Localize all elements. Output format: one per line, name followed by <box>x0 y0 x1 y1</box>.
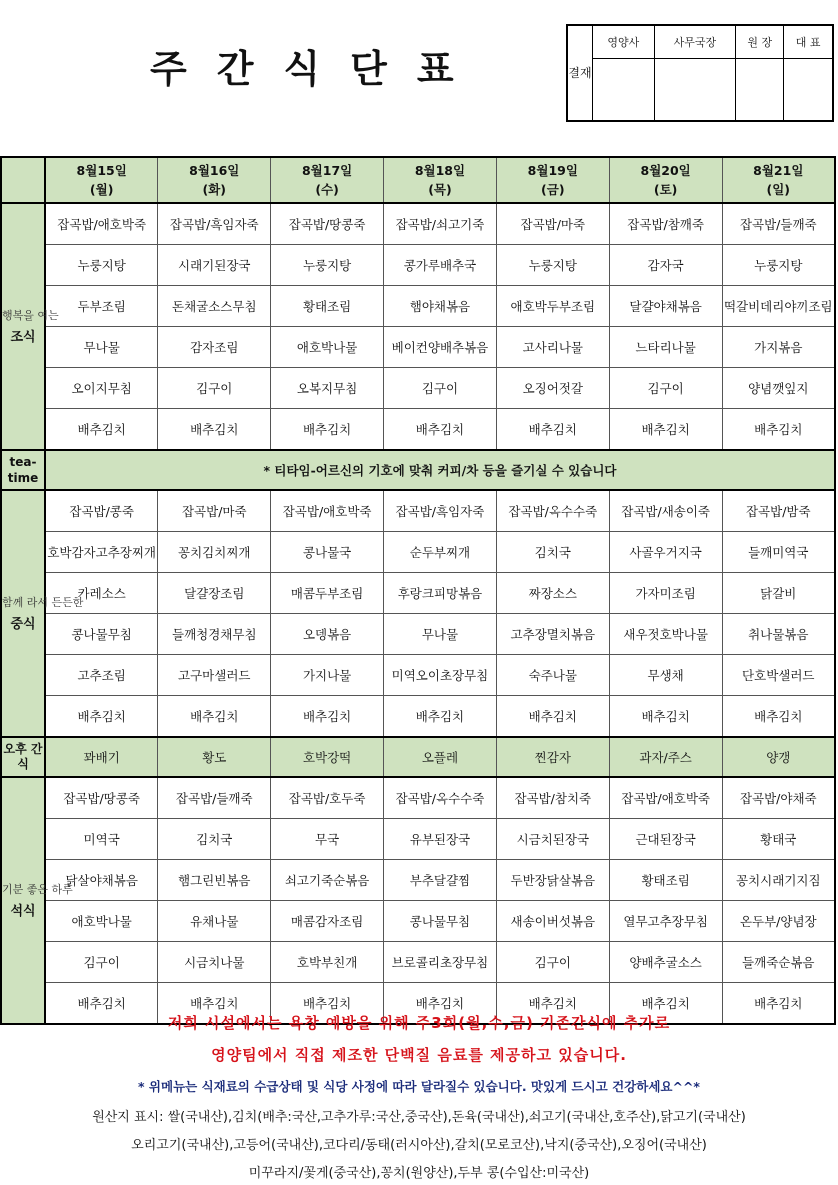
day-header <box>384 157 497 203</box>
lunch-dish: 잡곡밥/애호박죽 <box>271 490 384 532</box>
day-weekday: (토) <box>653 182 678 197</box>
lunch-dish: 고추조림 <box>45 655 158 696</box>
protein-drink-note-line2: 영양팀에서 직접 제조한 단백질 음료를 제공하고 있습니다. <box>211 1046 627 1064</box>
dinner-dish: 콩나물무침 <box>384 901 497 942</box>
lunch-label-cell <box>1 490 84 737</box>
lunch-dish: 무생채 <box>609 655 722 696</box>
snack-item: 호박강떡 <box>271 737 384 777</box>
dinner-dish: 배추김치 <box>609 983 722 1025</box>
lunch-dish: 잡곡밥/새송이죽 <box>609 490 722 532</box>
day-weekday: (월) <box>89 182 114 197</box>
snack-item: 과자/주스 <box>609 737 722 777</box>
breakfast-dish: 배추김치 <box>158 409 271 451</box>
breakfast-dish: 무나물 <box>45 327 158 368</box>
breakfast-dish: 베이컨양배추볶음 <box>384 327 497 368</box>
lunch-dish: 짜장소스 <box>496 573 609 614</box>
protein-drink-note-line1: 저희 시설에서는 욕창 예방을 위해 주3회(월,수,금) 기존간식에 추가로 <box>167 1014 671 1032</box>
day-header <box>722 157 835 203</box>
lunch-dish: 잡곡밥/밤죽 <box>722 490 835 532</box>
approval-sign-cell[interactable] <box>654 59 736 122</box>
lunch-dish: 가지나물 <box>271 655 384 696</box>
lunch-dish: 배추김치 <box>609 696 722 738</box>
day-date: 8월19일 <box>527 163 578 178</box>
breakfast-label-cell <box>1 203 59 450</box>
dinner-dish: 애호박나물 <box>45 901 158 942</box>
approval-sign-cell[interactable] <box>784 59 833 122</box>
tea-time-text: * 티타임-어르신의 기호에 맞춰 커피/차 등을 즐기실 수 있습니다 <box>45 450 835 490</box>
breakfast-dish: 누룽지탕 <box>271 245 384 286</box>
dinner-dish: 배추김치 <box>496 983 609 1025</box>
origin-label-line2: 오리고기(국내산),고등어(국내산),코다리/동태(러시아산),갈치(모로코산),낙지(중국산),오징어(국내산) <box>131 1138 707 1153</box>
day-header <box>158 157 271 203</box>
breakfast-dish: 누룽지탕 <box>45 245 158 286</box>
dinner-dish: 닭살야채볶음 <box>45 860 158 901</box>
dinner-dish: 유채나물 <box>158 901 271 942</box>
lunch-dish: 호박감자고추장찌개 <box>45 532 158 573</box>
lunch-dish: 후랑크피망볶음 <box>384 573 497 614</box>
dinner-dish: 김치국 <box>158 819 271 860</box>
breakfast-dish: 김구이 <box>158 368 271 409</box>
day-weekday: (화) <box>202 182 227 197</box>
approval-box <box>566 24 834 122</box>
day-date: 8월20일 <box>640 163 691 178</box>
lunch-dish: 사골우거지국 <box>609 532 722 573</box>
lunch-dish: 새우젓호박나물 <box>609 614 722 655</box>
day-date: 8월16일 <box>189 163 240 178</box>
lunch-dish: 가자미조림 <box>609 573 722 614</box>
breakfast-dish: 애호박두부조림 <box>496 286 609 327</box>
lunch-dish: 닭갈비 <box>722 573 835 614</box>
lunch-dish: 고추장멸치볶음 <box>496 614 609 655</box>
breakfast-dish: 느타리나물 <box>609 327 722 368</box>
dinner-dish: 열무고추장무침 <box>609 901 722 942</box>
snack-label-cell <box>1 737 45 777</box>
breakfast-dish: 잡곡밥/흑임자죽 <box>158 203 271 245</box>
breakfast-label: 조식 <box>10 329 36 345</box>
lunch-dish: 배추김치 <box>271 696 384 738</box>
dinner-dish: 매콤감자조림 <box>271 901 384 942</box>
lunch-dish: 들깨청경채무침 <box>158 614 271 655</box>
breakfast-dish: 잡곡밥/들깨죽 <box>722 203 835 245</box>
lunch-dish: 숙주나물 <box>496 655 609 696</box>
snack-item: 황도 <box>158 737 271 777</box>
dinner-dish: 잡곡밥/들깨죽 <box>158 777 271 819</box>
weekly-menu-table <box>0 156 836 1025</box>
breakfast-dish: 시래기된장국 <box>158 245 271 286</box>
dinner-dish: 양배추굴소스 <box>609 942 722 983</box>
lunch-dish: 단호박샐러드 <box>722 655 835 696</box>
day-weekday: (목) <box>428 182 452 197</box>
lunch-dish: 취나물볶음 <box>722 614 835 655</box>
dinner-dish: 잡곡밥/호두죽 <box>271 777 384 819</box>
dinner-dish: 햄그린빈볶음 <box>158 860 271 901</box>
tea-time-label-text: tea-time <box>7 455 39 485</box>
breakfast-dish: 잡곡밥/참깨죽 <box>609 203 722 245</box>
day-header <box>45 157 158 203</box>
origin-label-line1: 원산지 표시: 쌀(국내산),김치(배추:국산,고추가루:국산,중국산),돈육(국내산),쇠고기(국내산,호주산),닭고기(국내산) <box>92 1110 746 1125</box>
dinner-subtitle: 기분 좋은 하루 <box>2 882 73 896</box>
dinner-label: 석식 <box>10 903 36 919</box>
breakfast-dish: 콩가루배추국 <box>384 245 497 286</box>
dinner-dish: 황태국 <box>722 819 835 860</box>
lunch-dish: 배추김치 <box>496 696 609 738</box>
approval-role-ceo: 대 표 <box>784 25 833 59</box>
dinner-dish: 시금치나물 <box>158 942 271 983</box>
breakfast-subtitle: 행복을 여는 <box>2 308 59 322</box>
dinner-dish: 배추김치 <box>271 983 384 1025</box>
breakfast-dish: 배추김치 <box>496 409 609 451</box>
day-date: 8월15일 <box>76 163 127 178</box>
day-date: 8월18일 <box>414 163 466 178</box>
lunch-dish: 콩나물국 <box>271 532 384 573</box>
dinner-dish: 호박부친개 <box>271 942 384 983</box>
dinner-dish: 들깨죽순볶음 <box>722 942 835 983</box>
breakfast-dish: 배추김치 <box>45 409 158 451</box>
day-weekday: (수) <box>315 182 339 197</box>
lunch-dish: 꽁치김치찌개 <box>158 532 271 573</box>
dinner-dish: 잡곡밥/땅콩죽 <box>45 777 158 819</box>
breakfast-dish: 잡곡밥/마죽 <box>496 203 609 245</box>
breakfast-dish: 배추김치 <box>271 409 384 451</box>
page-title: 주간식단표 <box>150 47 484 91</box>
menu-change-notice: * 위메뉴는 식재료의 수급상태 및 식당 사정에 따라 달라질수 있습니다. 맛있게 드시고 건강하세요^^* <box>138 1079 700 1094</box>
breakfast-dish: 햄야채볶음 <box>384 286 497 327</box>
lunch-subtitle: 함께 라서 든든한 <box>2 595 84 609</box>
snack-item: 오플레 <box>384 737 497 777</box>
tea-time-label <box>1 450 45 490</box>
breakfast-dish: 누룽지탕 <box>722 245 835 286</box>
day-date: 8월21일 <box>753 163 804 178</box>
dinner-dish: 배추김치 <box>45 983 158 1025</box>
day-weekday: (금) <box>541 182 565 197</box>
breakfast-dish: 달걀야채볶음 <box>609 286 722 327</box>
dinner-dish: 브로콜리초장무침 <box>384 942 497 983</box>
breakfast-dish: 김구이 <box>609 368 722 409</box>
lunch-dish: 잡곡밥/흑임자죽 <box>384 490 497 532</box>
snack-label: 오후 간식 <box>3 742 43 771</box>
approval-label: 결재 <box>567 25 593 121</box>
breakfast-dish: 가지볶음 <box>722 327 835 368</box>
snack-item: 찐감자 <box>496 737 609 777</box>
breakfast-dish: 배추김치 <box>722 409 835 451</box>
lunch-dish: 잡곡밥/옥수수죽 <box>496 490 609 532</box>
approval-role-nutritionist: 영양사 <box>593 25 655 59</box>
lunch-dish: 배추김치 <box>722 696 835 738</box>
approval-sign-cell[interactable] <box>593 59 655 122</box>
lunch-dish: 오뎅볶음 <box>271 614 384 655</box>
dinner-dish: 새송이버섯볶음 <box>496 901 609 942</box>
breakfast-dish: 감자국 <box>609 245 722 286</box>
breakfast-dish: 황태조림 <box>271 286 384 327</box>
day-header <box>496 157 609 203</box>
lunch-dish: 잡곡밥/마죽 <box>158 490 271 532</box>
lunch-dish: 들깨미역국 <box>722 532 835 573</box>
snack-item: 꽈배기 <box>45 737 158 777</box>
approval-role-director: 원 장 <box>736 25 784 59</box>
origin-label-line3: 미꾸라지/꽃게(중국산),꽁치(원양산),두부 콩(수입산:미국산) <box>248 1166 590 1181</box>
lunch-dish: 배추김치 <box>384 696 497 738</box>
lunch-dish: 순두부찌개 <box>384 532 497 573</box>
breakfast-dish: 잡곡밥/땅콩죽 <box>271 203 384 245</box>
lunch-dish: 배추김치 <box>158 696 271 738</box>
breakfast-dish: 오이지무침 <box>45 368 158 409</box>
approval-sign-cell[interactable] <box>736 59 784 122</box>
dinner-dish: 황태조림 <box>609 860 722 901</box>
breakfast-dish: 두부조림 <box>45 286 158 327</box>
dinner-dish: 잡곡밥/참치죽 <box>496 777 609 819</box>
dinner-dish: 유부된장국 <box>384 819 497 860</box>
dinner-dish: 시금치된장국 <box>496 819 609 860</box>
breakfast-dish: 잡곡밥/애호박죽 <box>45 203 158 245</box>
snack-item: 양갱 <box>722 737 835 777</box>
breakfast-dish: 감자조림 <box>158 327 271 368</box>
lunch-dish: 콩나물무침 <box>45 614 158 655</box>
dinner-label-cell <box>1 777 73 1024</box>
breakfast-dish: 오징어젓갈 <box>496 368 609 409</box>
dinner-dish: 잡곡밥/야채죽 <box>722 777 835 819</box>
lunch-dish: 무나물 <box>384 614 497 655</box>
approval-role-office-manager: 사무국장 <box>654 25 736 59</box>
breakfast-dish: 배추김치 <box>609 409 722 451</box>
day-header <box>271 157 384 203</box>
breakfast-dish: 돈채굴소스무침 <box>158 286 271 327</box>
dinner-dish: 잡곡밥/옥수수죽 <box>384 777 497 819</box>
day-header <box>609 157 722 203</box>
breakfast-dish: 오복지무침 <box>271 368 384 409</box>
dinner-dish: 꽁치시래기지짐 <box>722 860 835 901</box>
breakfast-dish: 떡갈비데리야끼조림 <box>722 286 835 327</box>
lunch-dish: 배추김치 <box>45 696 158 738</box>
lunch-dish: 잡곡밥/콩죽 <box>45 490 158 532</box>
breakfast-dish: 배추김치 <box>384 409 497 451</box>
dinner-dish: 배추김치 <box>384 983 497 1025</box>
lunch-dish: 김치국 <box>496 532 609 573</box>
lunch-label: 중식 <box>10 616 36 632</box>
dinner-dish: 미역국 <box>45 819 158 860</box>
dinner-dish: 두반장닭살볶음 <box>496 860 609 901</box>
dinner-dish: 무국 <box>271 819 384 860</box>
dinner-dish: 배추김치 <box>158 983 271 1025</box>
dinner-dish: 쇠고기죽순볶음 <box>271 860 384 901</box>
lunch-dish: 카레소스 <box>45 573 158 614</box>
dinner-dish: 온두부/양념장 <box>722 901 835 942</box>
dinner-dish: 김구이 <box>45 942 158 983</box>
lunch-dish: 달걀장조림 <box>158 573 271 614</box>
dinner-dish: 배추김치 <box>722 983 835 1025</box>
breakfast-dish: 누룽지탕 <box>496 245 609 286</box>
dinner-dish: 근대된장국 <box>609 819 722 860</box>
day-date: 8월17일 <box>301 163 353 178</box>
dinner-dish: 잡곡밥/애호박죽 <box>609 777 722 819</box>
dinner-dish: 김구이 <box>496 942 609 983</box>
header-corner <box>1 157 45 203</box>
lunch-dish: 미역오이초장무침 <box>384 655 497 696</box>
lunch-dish: 매콤두부조림 <box>271 573 384 614</box>
breakfast-dish: 양념깻잎지 <box>722 368 835 409</box>
lunch-dish: 고구마샐러드 <box>158 655 271 696</box>
breakfast-dish: 잡곡밥/쇠고기죽 <box>384 203 497 245</box>
breakfast-dish: 김구이 <box>384 368 497 409</box>
day-weekday: (일) <box>766 182 791 197</box>
breakfast-dish: 고사리나물 <box>496 327 609 368</box>
breakfast-dish: 애호박나물 <box>271 327 384 368</box>
dinner-dish: 부추달걀찜 <box>384 860 497 901</box>
